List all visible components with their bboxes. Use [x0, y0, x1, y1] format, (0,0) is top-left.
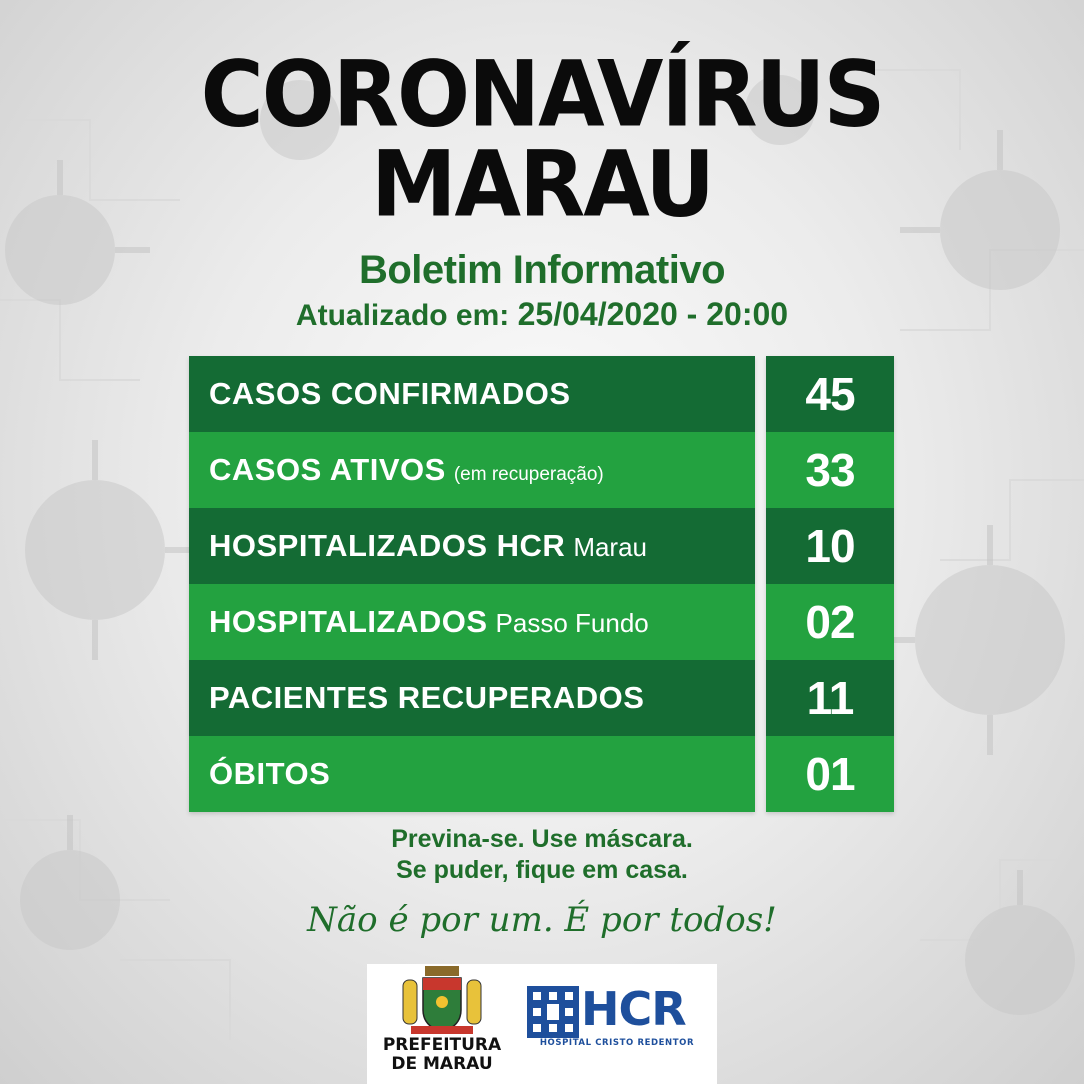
stat-label-deaths: ÓBITOS [209, 756, 331, 791]
logos-footer [367, 964, 717, 1084]
stat-label-active-note: (em recuperação) [453, 464, 604, 485]
coat-of-arms-icon [367, 966, 517, 1038]
title-coronavirus: CORONAVÍRUS [200, 42, 884, 149]
stat-value-active: 33 [805, 444, 855, 496]
stat-value-deaths: 01 [805, 748, 855, 800]
stat-row-confirmed [189, 356, 755, 432]
stat-label-hosp-hcr-place: Marau [573, 532, 648, 562]
hospital-building-icon [527, 986, 579, 1038]
stat-row-deaths [189, 736, 755, 812]
advice-line-1: Previna-se. Use máscara. [391, 825, 693, 853]
slogan: Não é por um. É por todos! [307, 900, 777, 940]
stat-row-recovered [189, 660, 755, 736]
stat-value-confirmed: 45 [805, 368, 855, 420]
stat-label-hosp-hcr: HOSPITALIZADOS HCR [209, 528, 566, 563]
hcr-name: HCR [581, 982, 686, 1036]
stat-value-recovered: 11 [806, 672, 854, 724]
stat-label-hosp-pf: HOSPITALIZADOS [209, 604, 488, 639]
stat-row-hosp-pf [189, 584, 755, 660]
hcr-subtitle: HOSPITAL CRISTO REDENTOR [539, 1038, 695, 1048]
stats-values-table [766, 356, 894, 812]
stat-row-active [189, 432, 755, 508]
advice-text [0, 824, 1084, 886]
stat-row-hosp-hcr [189, 508, 755, 584]
updated-line [0, 296, 1084, 334]
stat-label-recovered: PACIENTES RECUPERADOS [209, 680, 645, 715]
stat-label-confirmed: CASOS CONFIRMADOS [209, 376, 571, 411]
stat-label-hosp-pf-place: Passo Fundo [495, 608, 649, 638]
title-city: MARAU [370, 132, 714, 238]
prefeitura-line-1: PREFEITURA [382, 1035, 502, 1055]
advice-line-2: Se puder, fique em casa. [396, 856, 688, 884]
prefeitura-line-2: DE MARAU [391, 1054, 493, 1074]
prefeitura-logo [367, 964, 517, 1084]
hcr-logo [517, 964, 717, 1084]
bulletin-subtitle: Boletim Informativo [358, 248, 726, 292]
stats-labels-table [189, 356, 755, 812]
updated-datetime: 25/04/2020 - 20:00 [517, 296, 789, 332]
stat-value-hosp-hcr: 10 [805, 520, 855, 572]
stat-label-active: CASOS ATIVOS [209, 452, 446, 487]
stat-value-hosp-pf: 02 [805, 596, 855, 648]
updated-label: Atualizado em: [295, 299, 510, 332]
